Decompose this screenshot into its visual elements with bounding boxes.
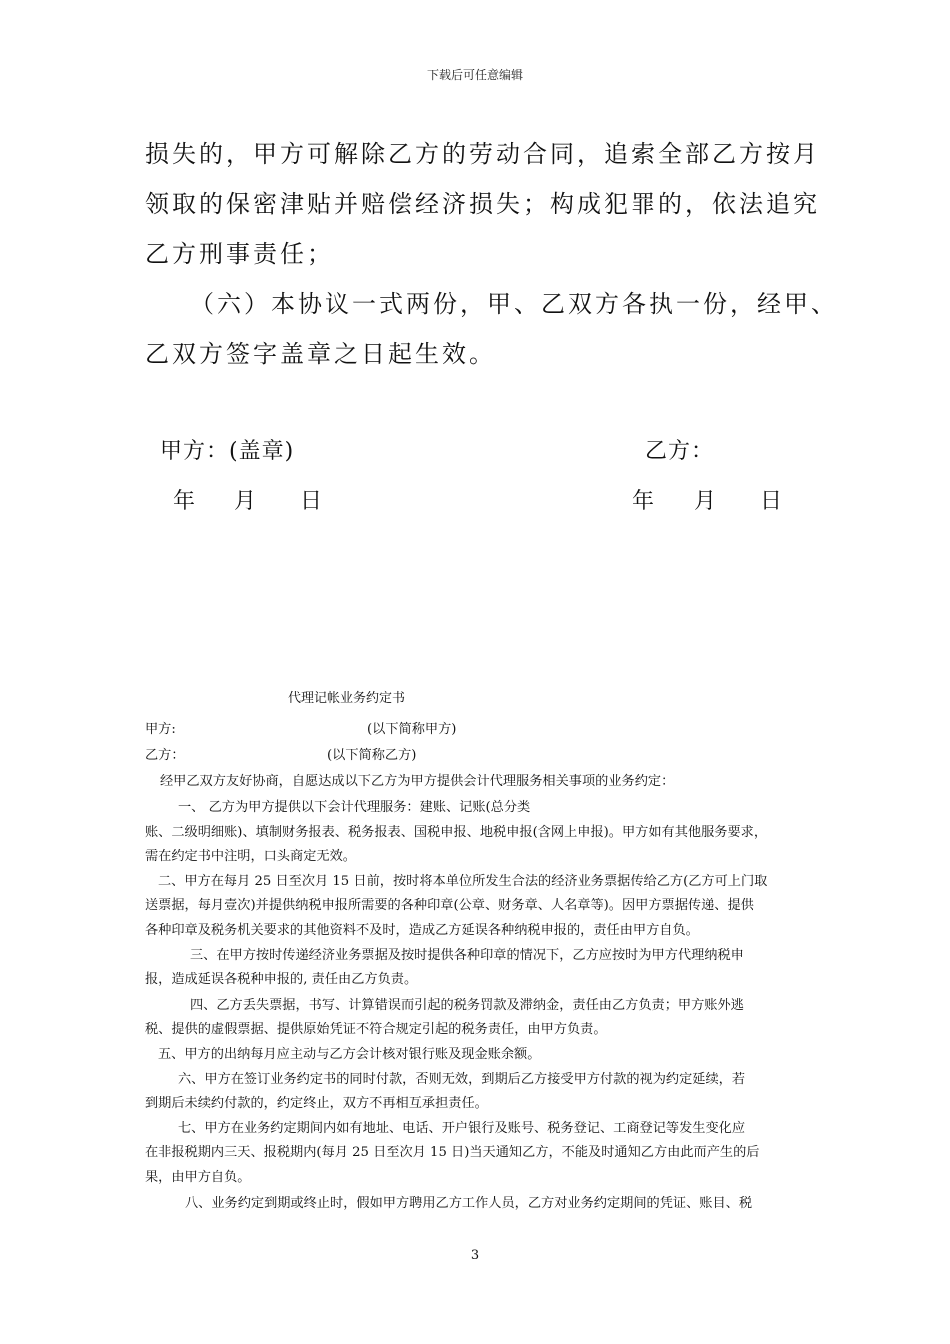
page-header: 下载后可任意编辑 — [426, 68, 523, 82]
agreement-line-14: 到期后未续约付款的，约定终止，双方不再相互承担责任。 — [145, 1096, 488, 1111]
body-line-3: 乙方刑事责任； — [145, 240, 334, 268]
agreement-line-2: 一、 乙方为甲方提供以下会计代理服务：建账、记账(总分类 — [178, 800, 531, 815]
agreement-line-5: 二、甲方在每月 25 日至次月 15 日前，按时将本单位所发生合法的经济业务票据传给乙方(乙方可上门取 — [158, 874, 768, 889]
party-b-label: 乙方： — [145, 748, 185, 763]
agreement-line-3: 账、二级明细账)、填制财务报表、税务报表、国税申报、地税申报(含网上申报)。甲方如有其他服务要求， — [145, 825, 768, 840]
agreement-line-4: 需在约定书中注明，口头商定无效。 — [145, 849, 356, 864]
body-line-1: 损失的，甲方可解除乙方的劳动合同，追索全部乙方按月 — [145, 140, 820, 168]
agreement-line-13: 六、甲方在签订业务约定书的同时付款，否则无效，到期后乙方接受甲方付款的视为约定延续，若 — [178, 1072, 746, 1087]
date-left-day: 日 — [300, 489, 324, 514]
party-b-note: (以下简称乙方) — [327, 748, 417, 763]
agreement-line-12: 五、甲方的出纳每月应主动与乙方会计核对银行账及现金账余额。 — [158, 1047, 541, 1062]
agreement-line-15: 七、甲方在业务约定期间内如有地址、电话、开户银行及账号、税务登记、工商登记等发生变化应 — [178, 1121, 746, 1136]
body-line-4: （六）本协议一式两份，甲、乙双方各执一份，经甲、 — [190, 290, 838, 318]
body-line-2: 领取的保密津贴并赔偿经济损失；构成犯罪的，依法追究 — [145, 190, 820, 218]
agreement-line-16: 在非报税期内三天、报税期内(每月 25 日至次月 15 日)当天通知乙方，不能及时通知乙方由此而产生的后 — [145, 1145, 760, 1160]
agreement-line-10: 四、乙方丢失票据，书写、计算错误而引起的税务罚款及滞纳金，责任由乙方负责；甲方账外逃 — [190, 998, 744, 1013]
page-number: 3 — [470, 1248, 480, 1263]
date-right-day: 日 — [760, 489, 784, 514]
party-a-label: 甲方: — [145, 722, 176, 737]
agreement-line-6: 送票据，每月壹次)并提供纳税申报所需要的各种印章(公章、财务章、人名章等)。因甲方票据传递、提供 — [145, 898, 754, 913]
date-right-year: 年 — [632, 489, 656, 514]
agreement-line-7: 各种印章及税务机关要求的其他资料不及时，造成乙方延误各种纳税申报的，责任由甲方自负。 — [145, 923, 699, 938]
agreement-line-17: 果，由甲方自负。 — [145, 1170, 251, 1185]
agreement-line-8: 三、在甲方按时传递经济业务票据及按时提供各种印章的情况下，乙方应按时为甲方代理纳税申 — [190, 948, 744, 963]
party-a-signature: 甲方：(盖章) — [160, 439, 295, 464]
date-left-year: 年 — [173, 489, 197, 514]
date-right-month: 月 — [694, 489, 718, 514]
agreement-line-1: 经甲乙双方友好协商，自愿达成以下乙方为甲方提供会计代理服务相关事项的业务约定： — [160, 774, 675, 789]
body-line-5: 乙双方签字盖章之日起生效。 — [145, 340, 496, 368]
agreement-line-11: 税、提供的虚假票据、提供原始凭证不符合规定引起的税务责任，由甲方负责。 — [145, 1022, 607, 1037]
agreement-line-9: 报，造成延误各税种申报的, 责任由乙方负责。 — [145, 972, 418, 987]
agreement-title: 代理记帐业务约定书 — [288, 691, 406, 706]
party-b-signature: 乙方： — [645, 439, 715, 464]
date-left-month: 月 — [234, 489, 258, 514]
agreement-line-18: 八、业务约定到期或终止时，假如甲方聘用乙方工作人员，乙方对业务约定期间的凭证、账目、税 — [185, 1196, 753, 1211]
party-a-note: (以下简称甲方) — [367, 722, 457, 737]
